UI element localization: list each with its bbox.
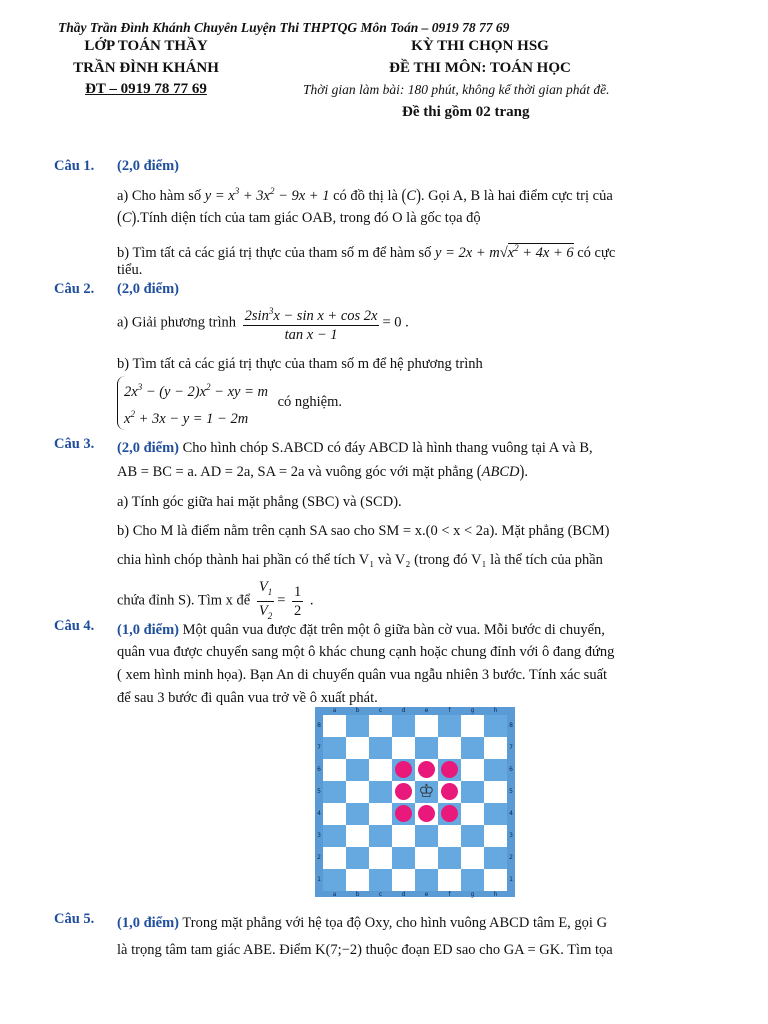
board-square [346,825,369,847]
board-square [461,759,484,781]
board-square [461,781,484,803]
target-square-dot [418,805,435,822]
board-square [323,781,346,803]
board-square [369,825,392,847]
class-name: LỚP TOÁN THẦY [84,38,208,54]
board-square [438,781,461,803]
board-square [346,847,369,869]
board-square [484,847,507,869]
q1-part-b-line2: tiểu. [117,262,143,278]
target-square-dot [441,783,458,800]
board-square [461,847,484,869]
board-square [415,715,438,737]
file-label: d [401,707,406,714]
q1-part-a: a) Cho hàm số $y = x^3 + 3x^2 - 9x + 1$ có đồ thị là (C). Gọi A, B là hai điểm cực trị của [117,185,613,206]
board-square [484,715,507,737]
rank-label: 4 [509,810,513,817]
rank-label: 7 [317,744,321,751]
q3-part-b-line1: b) Cho M là điểm nằm trên cạnh SA sao cho SM = x.(0 < x < 2a). Mặt phẳng (BCM) [117,523,610,539]
teacher-name: TRẦN ĐÌNH KHÁNH [73,60,219,76]
target-square-dot [418,761,435,778]
rank-label: 5 [317,788,321,795]
rank-label: 7 [509,744,513,751]
file-label: c [378,891,383,898]
board-square [392,847,415,869]
board-square [323,869,346,891]
board-square [392,781,415,803]
board-square [484,803,507,825]
king-icon: ♔ [418,781,435,802]
rank-label: 2 [509,854,513,861]
rank-label: 1 [509,876,513,883]
rank-label: 1 [317,876,321,883]
board-square [346,759,369,781]
board-square [392,737,415,759]
q2-system: $2x^3 - (y - 2)x^2$ − xy = m $x^2 + 3x - y = 1 - 2m$ có nghiệm. [117,376,342,430]
board-square [415,737,438,759]
file-label: a [332,891,337,898]
board-square [415,869,438,891]
q4-label: Câu 4. [54,618,95,634]
board-square [392,869,415,891]
q5-line2: là trọng tâm tam giác ABE. Điểm K(7;−2) thuộc đoạn ED sao cho GA = GK. Tìm tọa [117,942,613,958]
board-square [438,847,461,869]
board-square [438,759,461,781]
q3-part-b-line2: chia hình chóp thành hai phần có thể tích V₁ và V₂ (trong đó V₁ là thể tích của phần [117,552,603,568]
q2-label: Câu 2. [54,281,95,297]
board-square [415,803,438,825]
board-square [438,869,461,891]
file-label: c [378,707,383,714]
rank-label: 6 [509,766,513,773]
board-square [484,737,507,759]
exam-subject: ĐỀ THI MÔN: TOÁN HỌC [389,60,571,76]
board-square [323,737,346,759]
exam-title: KỲ THI CHỌN HSG [411,38,549,54]
file-label: e [424,707,429,714]
board-square [415,759,438,781]
board-square [415,825,438,847]
chessboard-grid [323,715,507,891]
file-label: d [401,891,406,898]
board-square [461,803,484,825]
file-label: f [448,707,451,714]
board-square [392,715,415,737]
rank-label: 5 [509,788,513,795]
q5-points: (1,0 điểm) [117,915,180,931]
q1-label: Câu 1. [54,158,95,174]
q2-points: (2,0 điểm) [117,281,180,297]
rank-label: 3 [317,832,321,839]
file-label: e [424,891,429,898]
board-square [415,847,438,869]
file-label: h [493,891,498,898]
rank-label: 4 [317,810,321,817]
q4-line1: (1,0 điểm) Một quân vua được đặt trên một ô giữa bàn cờ vua. Mỗi bước di chuyển, [117,622,605,638]
q3-part-a: a) Tính góc giữa hai mặt phẳng (SBC) và (SCD). [117,494,402,510]
chessboard-figure [315,707,515,897]
board-square [369,781,392,803]
pages-note: Đề thi gồm 02 trang [402,104,530,120]
board-square [346,781,369,803]
teacher-line: Thầy Trần Đình Khánh Chuyên Luyện Thi THPTQG Môn Toán – 0919 78 77 69 [58,20,510,35]
q3-part-b-line3: chứa đỉnh S). Tìm x để $\frac{V_1}{V_2}$ = $\frac{1}{2}$ . [117,579,314,621]
board-square [369,847,392,869]
target-square-dot [395,783,412,800]
q2-part-b: b) Tìm tất cả các giá trị thực của tham số m để hệ phương trình [117,356,483,372]
board-square [438,715,461,737]
board-square [438,803,461,825]
time-note: Thời gian làm bài: 180 phút, không kể thời gian phát đề. [303,82,610,97]
q4-line3: ( xem hình minh họa). Bạn An di chuyển quân vua ngẫu nhiên 3 bước. Tính xác suất [117,667,608,683]
q1-part-a-line2: (C).Tính diện tích của tam giác OAB, trong đó O là gốc tọa độ [117,208,481,228]
file-label: b [355,891,360,898]
rank-label: 2 [317,854,321,861]
board-square [369,869,392,891]
board-square [484,781,507,803]
board-square [323,759,346,781]
board-square [369,715,392,737]
q3-line1: (2,0 điểm) Cho hình chóp S.ABCD có đáy ABCD là hình thang vuông tại A và B, [117,440,593,456]
q2-part-a: a) Giải phương trình $\frac{2\sin^3x - \sin x + \cos 2x}{\text{tan x − 1}}$ = 0 . [117,302,713,344]
q3-points: (2,0 điểm) [117,440,180,456]
board-square [438,737,461,759]
q4-line4: để sau 3 bước đi quân vua trở về ô xuất phát. [117,690,378,706]
q3-line2: AB = BC = a. AD = 2a, SA = 2a và vuông góc với mặt phẳng (ABCD). [117,462,528,482]
board-square [369,759,392,781]
board-square [323,715,346,737]
q4-points: (1,0 điểm) [117,622,180,638]
board-square [438,825,461,847]
board-square [346,737,369,759]
target-square-dot [395,761,412,778]
board-square [415,781,438,803]
board-square [369,737,392,759]
q1-part-b: b) Tìm tất cả các giá trị thực của tham số m để hàm số $y = 2x + m√x^2 + 4x + 6$ có cực [117,243,616,261]
q5-line1: (1,0 điểm) Trong mặt phẳng với hệ tọa độ Oxy, cho hình vuông ABCD tâm E, gọi G [117,915,608,931]
board-square [461,869,484,891]
board-square [323,803,346,825]
board-square [484,869,507,891]
board-square [461,715,484,737]
q4-line2: quân vua được chuyển sang một ô khác chung cạnh hoặc chung đỉnh với ô đang đứng [117,644,615,660]
file-label: g [470,891,475,898]
board-square [369,803,392,825]
target-square-dot [395,805,412,822]
target-square-dot [441,761,458,778]
file-label: a [332,707,337,714]
rank-label: 8 [317,722,321,729]
q5-label: Câu 5. [54,911,95,927]
board-square [323,825,346,847]
file-label: f [448,891,451,898]
target-square-dot [441,805,458,822]
q1-points: (2,0 điểm) [117,158,180,174]
rank-label: 6 [317,766,321,773]
board-square [461,737,484,759]
board-square [392,825,415,847]
board-square [346,869,369,891]
board-square [484,759,507,781]
file-label: h [493,707,498,714]
board-square [392,803,415,825]
file-label: b [355,707,360,714]
board-square [461,825,484,847]
q3-label: Câu 3. [54,436,95,452]
board-square [323,847,346,869]
board-square [392,759,415,781]
board-square [346,803,369,825]
rank-label: 3 [509,832,513,839]
file-label: g [470,707,475,714]
phone-number: ĐT – 0919 78 77 69 [85,81,207,97]
board-square [484,825,507,847]
rank-label: 8 [509,722,513,729]
board-square [346,715,369,737]
